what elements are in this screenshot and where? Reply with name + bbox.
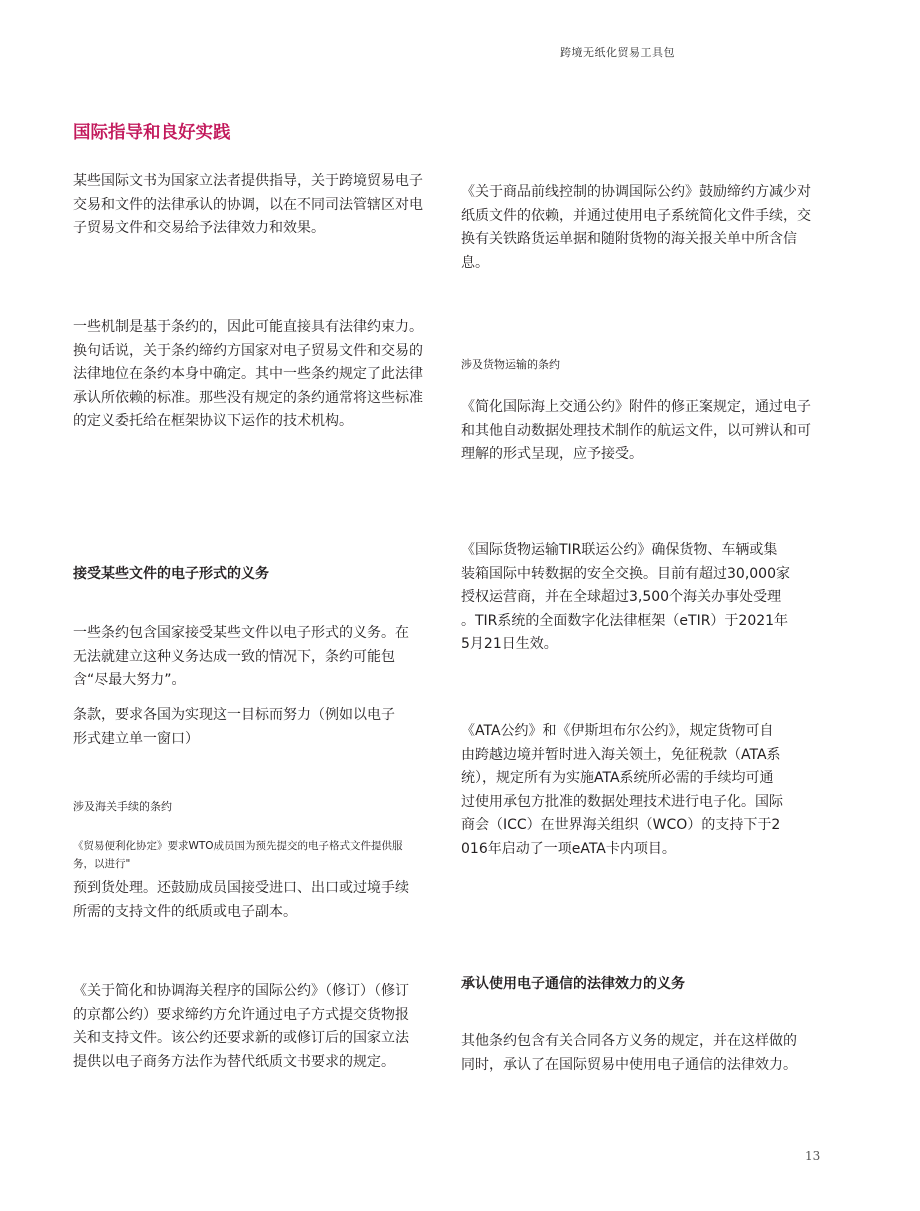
right-paragraph-ata: [461, 720, 823, 861]
label-transport-treaties: 涉及货物运输的条约: [461, 358, 560, 371]
left-paragraph-treaty-based: 一些机制是基于条约的，因此可能直接具有法律约束力。换句话说，关于条约缔约方国家对电子贸易文件和交易的法律地位在条约本身中确定。其中一些条约规定了此法律承认所依赖的标准。那些没有规定的条约通常将这些标准的定义委托给在框架协议下运作的技术机构。: [73, 319, 423, 429]
heading-legal-effect-obligation: 承认使用电子通信的法律效力的义务: [461, 976, 685, 992]
ata-line: 《ATA公约》和《伊斯坦布尔公约》，规定货物可自: [461, 723, 774, 739]
right-paragraph-fal: 《简化国际海上交通公约》附件的修正案规定，通过电子和其他自动数据处理技术制作的航运文件，以可辨认和可理解的形式呈现，应予接受。: [461, 399, 811, 462]
label-customs-treaties: 涉及海关手续的条约: [73, 800, 172, 813]
tir-line: 《国际货物运输TIR联运公约》确保货物、车辆或集: [461, 542, 778, 558]
tir-line: 5月21日生效。: [461, 636, 558, 652]
left-paragraph-obligation: 一些条约包含国家接受某些文件以电子形式的义务。在无法就建立这种义务达成一致的情况下，条约可能包含“尽最大努力”。: [73, 625, 409, 688]
left-paragraph-kyoto: 《关于简化和协调海关程序的国际公约》（修订）（修订的京都公约）要求缔约方允许通过电子方式提交货物报关和支持文件。该公约还要求新的或修订后的国家立法提供以电子商务方法作为替代纸质文书要求的规定。: [73, 983, 409, 1070]
page-title: 国际指导和良好实践: [73, 123, 231, 143]
document-header: 跨境无纸化贸易工具包: [560, 46, 675, 59]
tir-line: 装箱国际中转数据的安全交换。目前有超过30,000家: [461, 565, 790, 582]
ata-line: 由跨越边境并暂时进入海关领土，免征税款（ATA系: [461, 746, 781, 763]
right-paragraph-frontier-control: 《关于商品前线控制的协调国际公约》鼓励缔约方减少对纸质文件的依赖，并通过使用电子系统简化文件手续，交换有关铁路货运单据和随附货物的海关报关单中所含信息。: [461, 184, 811, 271]
ata-line: 商会（ICC）在世界海关组织（WCO）的支持下于2: [461, 817, 781, 833]
ata-line: 过使用承包方批准的数据处理技术进行电子化。国际: [461, 793, 783, 810]
right-paragraph-tir: [461, 539, 823, 657]
heading-electronic-form-obligation: 接受某些文件的电子形式的义务: [73, 566, 269, 582]
ata-line: 统），规定所有为实施ATA系统所必需的手续均可通: [461, 770, 774, 786]
left-small-paragraph-tfa: 《贸易便利化协定》要求WTO成员国为预先提交的电子格式文件提供服务，以进行": [73, 840, 403, 870]
tir-line: 授权运营商，并在全球超过3,500个海关办事处受理: [461, 589, 782, 605]
tir-line: 。TIR系统的全面数字化法律框架（eTIR）于2021年: [461, 612, 789, 629]
page-number: 13: [805, 1149, 821, 1163]
left-paragraph-clause: 条款，要求各国为实现这一目标而努力（例如以电子形式建立单一窗口）: [73, 707, 395, 747]
right-paragraph-legal-effect: 其他条约包含有关合同各方义务的规定，并在这样做的同时，承认了在国际贸易中使用电子通信的法律效力。: [461, 1033, 797, 1073]
ata-line: 016年启动了一项eATA卡内项目。: [461, 840, 676, 857]
left-paragraph-intro: 某些国际文书为国家立法者提供指导，关于跨境贸易电子交易和文件的法律承认的协调，以在不同司法管辖区对电子贸易文件和交易给予法律效力和效果。: [73, 173, 423, 236]
left-paragraph-pre-arrival: 预到货处理。还鼓励成员国接受进口、出口或过境手续所需的支持文件的纸质或电子副本。: [73, 880, 409, 920]
